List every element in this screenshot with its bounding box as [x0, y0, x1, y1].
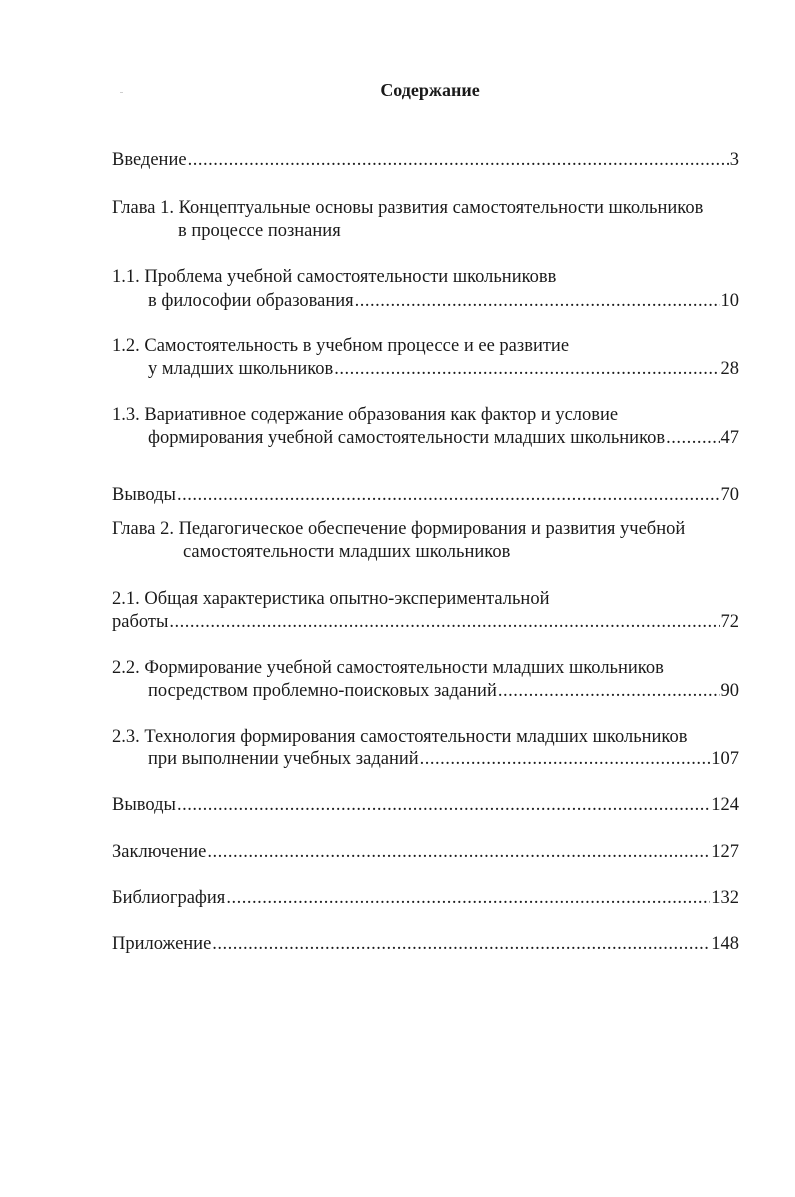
section-1-1-heading: 1.1. Проблема учебной самостоятельности школьниковв — [112, 267, 557, 287]
toc-page-number: 3 — [729, 150, 739, 170]
toc-entry-section-1-3 — [148, 425, 739, 451]
toc-entry-section-2-3 — [148, 746, 739, 772]
toc-leader-dots — [355, 288, 720, 314]
toc-page-number: 124 — [711, 795, 739, 815]
toc-entry-label: Выводы — [112, 795, 176, 815]
toc-entry-label: Заключение — [112, 842, 207, 862]
section-2-2-heading: 2.2. Формирование учебной самостоятельности младших школьников — [112, 658, 664, 678]
chapter-1-heading-continued: в процессе познания — [178, 221, 341, 241]
toc-entry-label: посредством проблемно-поисковых заданий — [148, 681, 497, 701]
toc-entry-section-2-2 — [148, 678, 739, 704]
toc-leader-dots — [226, 885, 710, 911]
toc-entry-label: Введение — [112, 150, 187, 170]
toc-entry-section-1-1 — [148, 288, 739, 314]
toc-page-number: 47 — [720, 428, 739, 448]
toc-leader-dots — [188, 147, 729, 173]
toc-entry-conclusions-2 — [112, 792, 739, 818]
section-2-1-heading: 2.1. Общая характеристика опытно-экспериментальной — [112, 589, 550, 609]
toc-entry-label: у младших школьников — [148, 359, 334, 379]
toc-entry-section-1-2 — [148, 356, 739, 382]
toc-leader-dots — [666, 425, 719, 451]
toc-leader-dots — [420, 746, 711, 772]
toc-page-number: 90 — [720, 681, 739, 701]
toc-entry-label: работы — [112, 612, 169, 632]
toc-entry-intro — [112, 147, 739, 173]
toc-leader-dots — [212, 931, 710, 957]
page-title: Содержание — [380, 80, 480, 100]
toc-page-number: 72 — [720, 612, 739, 632]
toc-entry-conclusions-1 — [112, 482, 739, 508]
toc-entry-label: при выполнении учебных заданий — [148, 749, 419, 769]
toc-entry-section-2-1 — [112, 609, 739, 635]
section-1-2-heading: 1.2. Самостоятельность в учебном процессе и ее развитие — [112, 336, 570, 356]
chapter-2-heading-continued: самостоятельности младших школьников — [183, 542, 511, 562]
toc-entry-conclusion — [112, 839, 739, 865]
toc-leader-dots — [498, 678, 720, 704]
toc-page-number: 148 — [711, 934, 739, 954]
toc-page-number: 28 — [720, 359, 739, 379]
toc-entry-label: Библиография — [112, 888, 226, 908]
toc-leader-dots — [169, 609, 719, 635]
chapter-2-heading: Глава 2. Педагогическое обеспечение формирования и развития учебной — [112, 519, 686, 539]
section-2-3-heading: 2.3. Технология формирования самостоятельности младших школьников — [112, 727, 688, 747]
toc-leader-dots — [334, 356, 719, 382]
toc-entry-label: Приложение — [112, 934, 212, 954]
toc-page-number: 132 — [711, 888, 739, 908]
toc-leader-dots — [207, 839, 710, 865]
toc-page-number: 107 — [711, 749, 739, 769]
toc-leader-dots — [177, 482, 720, 508]
toc-entry-label: в философии образования — [148, 291, 354, 311]
toc-page-number: 127 — [711, 842, 739, 862]
chapter-1-heading: Глава 1. Концептуальные основы развития самостоятельности школьников — [112, 198, 704, 218]
toc-entry-label: Выводы — [112, 485, 176, 505]
toc-entry-appendix — [112, 931, 739, 957]
toc-entry-bibliography — [112, 885, 739, 911]
section-1-3-heading: 1.3. Вариативное содержание образования как фактор и условие — [112, 405, 619, 425]
toc-entry-label: формирования учебной самостоятельности младших школьников — [148, 428, 666, 448]
toc-leader-dots — [177, 792, 710, 818]
toc-page-number: 10 — [720, 291, 739, 311]
toc-page-number: 70 — [720, 485, 739, 505]
